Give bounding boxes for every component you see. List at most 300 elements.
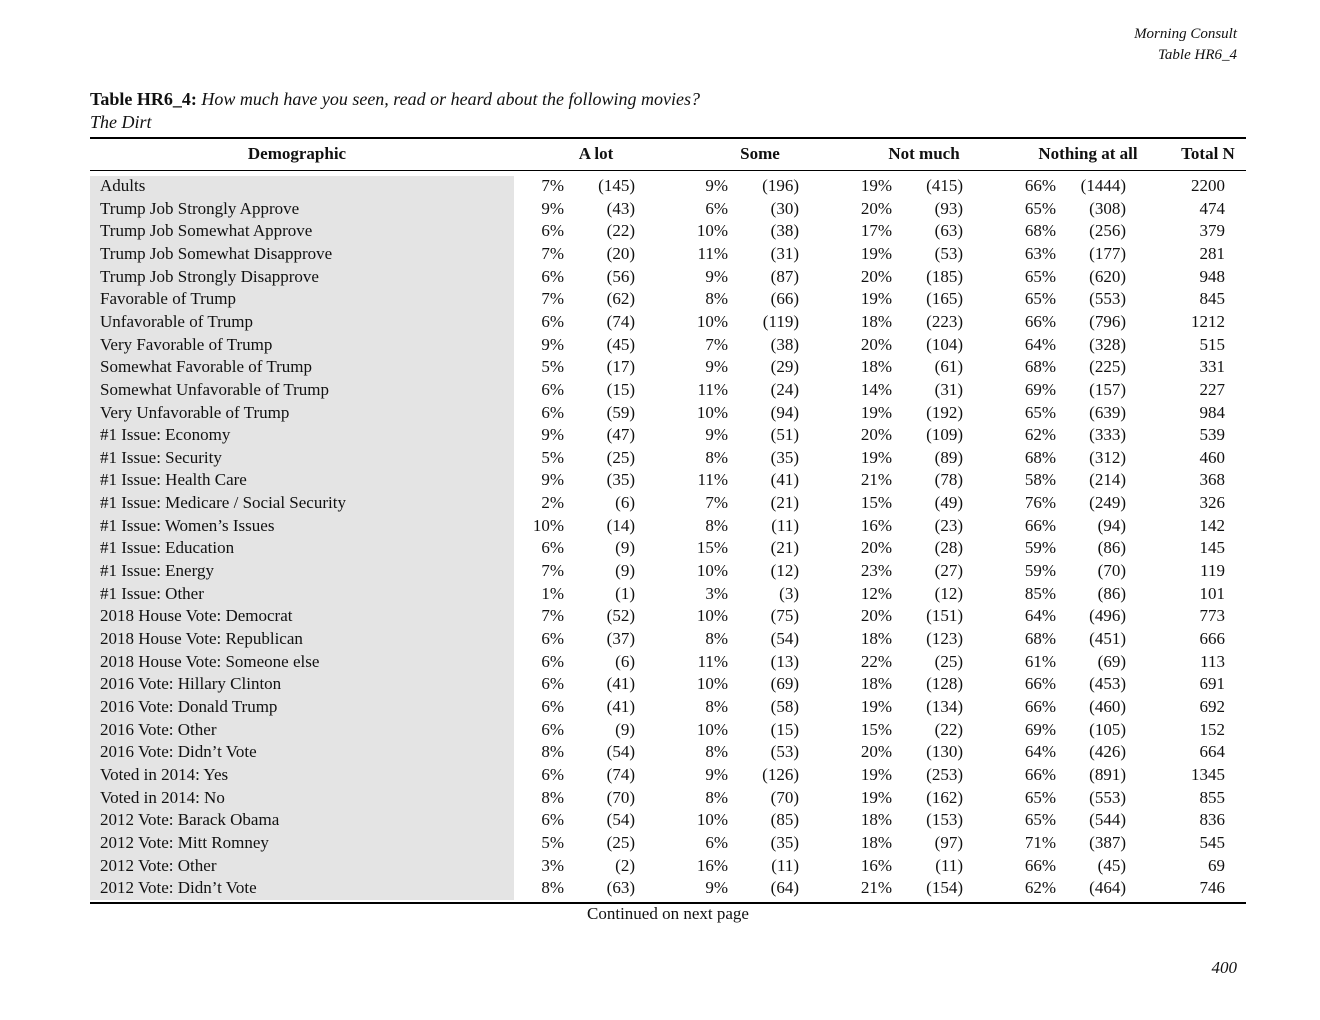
cell-some-pct: 10% xyxy=(696,561,728,581)
row-label: 2012 Vote: Didn’t Vote xyxy=(100,878,257,898)
cell-some-n: (87) xyxy=(770,266,799,286)
cell-nothing-pct: 59% xyxy=(1024,561,1056,581)
cell-not-much-n: (123) xyxy=(926,629,963,648)
cell-not-much-pct: 20% xyxy=(860,334,892,354)
cell-not-much-n: (22) xyxy=(934,719,963,739)
cell-a-lot-pct: 6% xyxy=(541,810,564,830)
cell-a-lot-pct: 8% xyxy=(541,787,564,807)
cell-nothing-n: (69) xyxy=(1097,651,1126,671)
cell-nothing-pct: 63% xyxy=(1024,243,1056,263)
cell-a-lot-pct: 6% xyxy=(541,311,564,331)
cell-total-n: 545 xyxy=(1199,832,1225,852)
cell-some-pct: 10% xyxy=(696,311,728,331)
cell-nothing-pct: 68% xyxy=(1024,221,1056,241)
cell-some-pct: 11% xyxy=(697,243,728,263)
cell-nothing-n: (177) xyxy=(1089,243,1126,263)
cell-some-n: (30) xyxy=(770,198,799,218)
table-row xyxy=(0,719,1320,742)
cell-total-n: 119 xyxy=(1200,561,1225,581)
cell-some-pct: 16% xyxy=(696,855,728,875)
cell-total-n: 145 xyxy=(1199,538,1225,558)
cell-nothing-pct: 65% xyxy=(1024,810,1056,830)
cell-some-pct: 11% xyxy=(697,651,728,671)
cell-not-much-n: (12) xyxy=(934,583,963,603)
cell-some-pct: 9% xyxy=(705,425,728,445)
cell-nothing-pct: 76% xyxy=(1024,493,1056,513)
cell-nothing-pct: 64% xyxy=(1024,334,1056,354)
cell-nothing-pct: 64% xyxy=(1024,742,1056,762)
cell-some-pct: 10% xyxy=(696,402,728,422)
cell-some-n: (41) xyxy=(770,470,799,490)
cell-total-n: 142 xyxy=(1199,515,1225,535)
table-row xyxy=(0,288,1320,311)
cell-not-much-pct: 19% xyxy=(860,787,892,807)
cell-some-pct: 10% xyxy=(696,719,728,739)
cell-a-lot-n: (70) xyxy=(606,787,635,807)
cell-some-n: (35) xyxy=(770,447,799,467)
cell-nothing-pct: 68% xyxy=(1024,357,1056,377)
cell-nothing-n: (105) xyxy=(1089,719,1126,739)
cell-nothing-pct: 65% xyxy=(1024,198,1056,218)
cell-a-lot-pct: 10% xyxy=(532,515,564,535)
col-header-nothing-at-all: Nothing at all xyxy=(1038,144,1138,163)
cell-not-much-n: (130) xyxy=(926,742,963,762)
cell-not-much-pct: 18% xyxy=(860,629,892,648)
cell-nothing-pct: 85% xyxy=(1024,583,1056,603)
cell-not-much-n: (192) xyxy=(926,402,963,422)
cell-not-much-n: (134) xyxy=(926,696,963,716)
table-title xyxy=(90,89,700,110)
cell-total-n: 836 xyxy=(1199,810,1225,830)
table-row xyxy=(0,243,1320,266)
cell-a-lot-n: (35) xyxy=(606,470,635,490)
cell-nothing-pct: 59% xyxy=(1024,538,1056,558)
row-label: Trump Job Strongly Approve xyxy=(100,198,300,218)
cell-nothing-n: (45) xyxy=(1097,855,1126,875)
cell-some-pct: 9% xyxy=(705,357,728,377)
row-label: #1 Issue: Education xyxy=(100,538,235,558)
row-label: 2012 Vote: Mitt Romney xyxy=(100,832,269,852)
table-row xyxy=(0,447,1320,470)
cell-nothing-n: (553) xyxy=(1089,787,1126,807)
cell-a-lot-pct: 6% xyxy=(541,719,564,739)
cell-total-n: 326 xyxy=(1199,493,1225,513)
cell-nothing-pct: 65% xyxy=(1024,402,1056,422)
cell-a-lot-n: (6) xyxy=(615,651,635,671)
cell-not-much-pct: 16% xyxy=(860,515,892,535)
cell-not-much-n: (53) xyxy=(934,243,963,263)
cell-nothing-n: (387) xyxy=(1089,832,1126,852)
cell-a-lot-n: (41) xyxy=(606,674,635,694)
cell-total-n: 368 xyxy=(1199,470,1225,490)
cell-some-n: (58) xyxy=(770,696,799,716)
row-label: 2016 Vote: Other xyxy=(100,719,217,739)
cell-a-lot-pct: 7% xyxy=(541,606,564,626)
cell-not-much-pct: 19% xyxy=(860,289,892,309)
cell-nothing-pct: 66% xyxy=(1024,764,1056,784)
cell-a-lot-pct: 6% xyxy=(541,764,564,784)
cell-total-n: 152 xyxy=(1199,719,1225,739)
table-row xyxy=(0,424,1320,447)
cell-a-lot-n: (47) xyxy=(606,425,635,445)
cell-not-much-n: (25) xyxy=(934,651,963,671)
cell-not-much-pct: 18% xyxy=(860,832,892,852)
cell-nothing-n: (214) xyxy=(1089,470,1126,490)
cell-a-lot-n: (9) xyxy=(615,538,635,558)
cell-a-lot-n: (56) xyxy=(606,266,635,286)
cell-a-lot-n: (15) xyxy=(606,379,635,399)
row-label: 2018 House Vote: Democrat xyxy=(100,606,293,626)
cell-not-much-n: (23) xyxy=(934,515,963,535)
cell-a-lot-pct: 6% xyxy=(541,379,564,399)
cell-a-lot-n: (2) xyxy=(615,855,635,875)
cell-some-pct: 10% xyxy=(696,674,728,694)
row-label: Trump Job Strongly Disapprove xyxy=(100,266,319,286)
cell-some-pct: 8% xyxy=(705,629,728,648)
table-row xyxy=(0,198,1320,221)
table-question: How much have you seen, read or heard about the following movies? xyxy=(201,89,700,109)
cell-some-pct: 8% xyxy=(705,447,728,467)
row-label: #1 Issue: Energy xyxy=(100,561,214,581)
cell-some-n: (126) xyxy=(762,764,799,784)
cell-not-much-pct: 19% xyxy=(860,764,892,784)
cell-not-much-pct: 19% xyxy=(860,402,892,422)
cell-not-much-n: (223) xyxy=(926,311,963,331)
row-label: 2018 House Vote: Republican xyxy=(100,629,303,648)
cell-not-much-n: (63) xyxy=(934,221,963,241)
table-row xyxy=(0,628,1320,651)
cell-some-n: (53) xyxy=(770,742,799,762)
table-row xyxy=(0,741,1320,764)
cell-nothing-n: (496) xyxy=(1089,606,1126,626)
cell-a-lot-pct: 7% xyxy=(541,176,564,195)
row-label: 2012 Vote: Other xyxy=(100,855,217,875)
row-label: Very Favorable of Trump xyxy=(100,334,273,354)
cell-nothing-pct: 68% xyxy=(1024,447,1056,467)
cell-not-much-pct: 21% xyxy=(860,878,892,898)
cell-not-much-pct: 23% xyxy=(860,561,892,581)
cell-some-pct: 7% xyxy=(705,493,728,513)
row-label: Trump Job Somewhat Approve xyxy=(100,221,313,241)
org-name: Morning Consult xyxy=(1134,26,1237,42)
cell-some-pct: 11% xyxy=(697,470,728,490)
cell-nothing-pct: 66% xyxy=(1024,855,1056,875)
cell-total-n: 515 xyxy=(1199,334,1225,354)
cell-some-n: (51) xyxy=(770,425,799,445)
cell-some-pct: 8% xyxy=(705,742,728,762)
row-label: Voted in 2014: Yes xyxy=(100,764,229,784)
cell-nothing-n: (620) xyxy=(1089,266,1126,286)
row-label: Somewhat Favorable of Trump xyxy=(100,357,313,377)
table-row xyxy=(0,220,1320,243)
row-label: #1 Issue: Medicare / Social Security xyxy=(100,493,346,513)
cell-total-n: 474 xyxy=(1199,198,1225,218)
cell-some-pct: 9% xyxy=(705,764,728,784)
cell-nothing-n: (94) xyxy=(1097,515,1126,535)
table-row xyxy=(0,379,1320,402)
cell-total-n: 113 xyxy=(1200,651,1225,671)
cell-nothing-n: (86) xyxy=(1097,583,1126,603)
row-label: 2016 Vote: Donald Trump xyxy=(100,696,278,716)
cell-some-n: (38) xyxy=(770,334,799,354)
cell-not-much-n: (78) xyxy=(934,470,963,490)
cell-nothing-pct: 71% xyxy=(1024,832,1056,852)
cell-nothing-n: (553) xyxy=(1089,289,1126,309)
cell-total-n: 692 xyxy=(1199,696,1225,716)
cell-a-lot-n: (74) xyxy=(606,764,635,784)
cell-some-n: (21) xyxy=(770,493,799,513)
cell-nothing-n: (544) xyxy=(1089,810,1126,830)
cell-nothing-n: (464) xyxy=(1089,878,1126,898)
cell-nothing-pct: 69% xyxy=(1024,379,1056,399)
table-row xyxy=(0,832,1320,855)
cell-a-lot-pct: 8% xyxy=(541,878,564,898)
cell-some-n: (11) xyxy=(771,855,799,875)
cell-a-lot-pct: 6% xyxy=(541,674,564,694)
cell-a-lot-pct: 6% xyxy=(541,266,564,286)
table-row xyxy=(0,311,1320,334)
cell-not-much-pct: 15% xyxy=(860,493,892,513)
cell-nothing-pct: 66% xyxy=(1024,674,1056,694)
cell-nothing-pct: 62% xyxy=(1024,878,1056,898)
row-label: Somewhat Unfavorable of Trump xyxy=(100,379,330,399)
header-rule xyxy=(90,170,1246,171)
cell-a-lot-n: (25) xyxy=(606,447,635,467)
cell-a-lot-n: (63) xyxy=(606,878,635,898)
cell-total-n: 666 xyxy=(1199,629,1225,648)
cell-a-lot-n: (9) xyxy=(615,561,635,581)
cell-total-n: 773 xyxy=(1199,606,1225,626)
cell-a-lot-n: (145) xyxy=(598,176,635,195)
cell-not-much-n: (153) xyxy=(926,810,963,830)
cell-not-much-pct: 20% xyxy=(860,606,892,626)
cell-a-lot-n: (9) xyxy=(615,719,635,739)
cell-nothing-n: (891) xyxy=(1089,764,1126,784)
cell-not-much-n: (28) xyxy=(934,538,963,558)
cell-not-much-pct: 18% xyxy=(860,810,892,830)
cell-some-n: (119) xyxy=(762,311,799,331)
cell-total-n: 2200 xyxy=(1191,176,1225,195)
row-label: Unfavorable of Trump xyxy=(100,311,253,331)
row-label: #1 Issue: Health Care xyxy=(100,470,247,490)
row-label: #1 Issue: Women’s Issues xyxy=(100,515,275,535)
cell-nothing-pct: 66% xyxy=(1024,311,1056,331)
cell-nothing-pct: 68% xyxy=(1024,629,1056,648)
row-label: 2016 Vote: Didn’t Vote xyxy=(100,742,257,762)
cell-nothing-n: (1444) xyxy=(1080,176,1126,195)
cell-not-much-pct: 12% xyxy=(860,583,892,603)
cell-total-n: 1345 xyxy=(1191,764,1225,784)
cell-not-much-n: (185) xyxy=(926,266,963,286)
cell-not-much-pct: 17% xyxy=(860,221,892,241)
cell-some-pct: 6% xyxy=(705,832,728,852)
cell-not-much-n: (89) xyxy=(934,447,963,467)
cell-some-n: (38) xyxy=(770,221,799,241)
cell-nothing-pct: 65% xyxy=(1024,289,1056,309)
cell-some-pct: 10% xyxy=(696,221,728,241)
cell-total-n: 948 xyxy=(1199,266,1225,286)
cell-not-much-pct: 22% xyxy=(860,651,892,671)
cell-nothing-n: (453) xyxy=(1089,674,1126,694)
cell-a-lot-pct: 2% xyxy=(541,493,564,513)
row-label: 2016 Vote: Hillary Clinton xyxy=(100,674,282,694)
cell-total-n: 1212 xyxy=(1191,311,1225,331)
cell-a-lot-pct: 5% xyxy=(541,447,564,467)
cell-total-n: 101 xyxy=(1199,583,1225,603)
cell-not-much-n: (162) xyxy=(926,787,963,807)
cell-some-pct: 15% xyxy=(696,538,728,558)
cell-a-lot-pct: 6% xyxy=(541,629,564,648)
cell-nothing-n: (426) xyxy=(1089,742,1126,762)
col-header-not-much: Not much xyxy=(888,144,960,163)
cell-nothing-n: (225) xyxy=(1089,357,1126,377)
table-row xyxy=(0,877,1320,900)
cell-not-much-n: (165) xyxy=(926,289,963,309)
cell-nothing-n: (328) xyxy=(1089,334,1126,354)
row-label: 2018 House Vote: Someone else xyxy=(100,651,320,671)
cell-nothing-n: (70) xyxy=(1097,561,1126,581)
row-label: Very Unfavorable of Trump xyxy=(100,402,290,422)
col-header-some: Some xyxy=(740,144,780,163)
cell-a-lot-n: (1) xyxy=(615,583,635,603)
cell-a-lot-n: (20) xyxy=(606,243,635,263)
cell-nothing-pct: 62% xyxy=(1024,425,1056,445)
cell-a-lot-n: (25) xyxy=(606,832,635,852)
cell-not-much-n: (154) xyxy=(926,878,963,898)
cell-some-pct: 8% xyxy=(705,515,728,535)
cell-total-n: 460 xyxy=(1199,447,1225,467)
cell-nothing-pct: 64% xyxy=(1024,606,1056,626)
row-label: #1 Issue: Security xyxy=(100,447,222,467)
cell-nothing-n: (86) xyxy=(1097,538,1126,558)
cell-some-n: (29) xyxy=(770,357,799,377)
row-label: Voted in 2014: No xyxy=(100,787,225,807)
cell-some-n: (13) xyxy=(770,651,799,671)
cell-not-much-n: (11) xyxy=(935,855,963,875)
table-row xyxy=(0,787,1320,810)
table-row xyxy=(0,809,1320,832)
cell-total-n: 281 xyxy=(1199,243,1225,263)
col-header-total-n: Total N xyxy=(1181,144,1235,163)
cell-a-lot-pct: 5% xyxy=(541,832,564,852)
cell-some-n: (94) xyxy=(770,402,799,422)
cell-not-much-pct: 15% xyxy=(860,719,892,739)
cell-a-lot-pct: 6% xyxy=(541,651,564,671)
table-row xyxy=(0,175,1320,198)
cell-a-lot-n: (74) xyxy=(606,311,635,331)
cell-a-lot-pct: 8% xyxy=(541,742,564,762)
cell-a-lot-pct: 9% xyxy=(541,470,564,490)
table-row xyxy=(0,266,1320,289)
cell-nothing-n: (312) xyxy=(1089,447,1126,467)
cell-some-pct: 9% xyxy=(705,878,728,898)
cell-total-n: 855 xyxy=(1199,787,1225,807)
top-rule xyxy=(90,137,1246,139)
cell-nothing-n: (157) xyxy=(1089,379,1126,399)
cell-some-pct: 7% xyxy=(705,334,728,354)
cell-some-pct: 6% xyxy=(705,198,728,218)
cell-some-pct: 3% xyxy=(705,583,728,603)
page-number: 400 xyxy=(1211,958,1237,977)
cell-some-n: (54) xyxy=(770,629,799,648)
cell-some-n: (3) xyxy=(779,583,799,603)
row-label: Trump Job Somewhat Disapprove xyxy=(100,243,333,263)
cell-total-n: 984 xyxy=(1199,402,1225,422)
cell-not-much-n: (151) xyxy=(926,606,963,626)
cell-some-pct: 9% xyxy=(705,176,728,195)
cell-total-n: 691 xyxy=(1199,674,1225,694)
cell-some-n: (66) xyxy=(770,289,799,309)
cell-nothing-n: (249) xyxy=(1089,493,1126,513)
cell-not-much-n: (93) xyxy=(934,198,963,218)
cell-nothing-n: (460) xyxy=(1089,696,1126,716)
cell-a-lot-pct: 7% xyxy=(541,561,564,581)
cell-some-n: (69) xyxy=(770,674,799,694)
cell-not-much-n: (253) xyxy=(926,764,963,784)
cell-nothing-pct: 65% xyxy=(1024,787,1056,807)
row-label: Favorable of Trump xyxy=(100,289,236,309)
cell-a-lot-n: (52) xyxy=(606,606,635,626)
table-row xyxy=(0,560,1320,583)
cell-a-lot-n: (41) xyxy=(606,696,635,716)
cell-a-lot-n: (43) xyxy=(606,198,635,218)
cell-a-lot-n: (62) xyxy=(606,289,635,309)
cell-a-lot-n: (17) xyxy=(606,357,635,377)
continued-note: Continued on next page xyxy=(587,904,749,923)
cell-some-pct: 10% xyxy=(696,810,728,830)
cell-a-lot-pct: 7% xyxy=(541,289,564,309)
cell-some-pct: 11% xyxy=(697,379,728,399)
row-label: Adults xyxy=(100,176,146,195)
row-label: #1 Issue: Economy xyxy=(100,425,231,445)
cell-not-much-n: (49) xyxy=(934,493,963,513)
cell-a-lot-pct: 6% xyxy=(541,538,564,558)
cell-nothing-n: (333) xyxy=(1089,425,1126,445)
cell-total-n: 331 xyxy=(1199,357,1225,377)
cell-some-pct: 8% xyxy=(705,787,728,807)
cell-a-lot-n: (14) xyxy=(606,515,635,535)
table-row xyxy=(0,356,1320,379)
table-row xyxy=(0,515,1320,538)
cell-some-n: (85) xyxy=(770,810,799,830)
cell-a-lot-n: (37) xyxy=(606,629,635,648)
cell-not-much-pct: 20% xyxy=(860,266,892,286)
cell-a-lot-pct: 9% xyxy=(541,425,564,445)
cell-some-n: (31) xyxy=(770,243,799,263)
cell-nothing-pct: 66% xyxy=(1024,176,1056,195)
cell-not-much-n: (104) xyxy=(926,334,963,354)
cell-total-n: 379 xyxy=(1199,221,1225,241)
cell-nothing-pct: 58% xyxy=(1024,470,1056,490)
cell-a-lot-n: (59) xyxy=(606,402,635,422)
table-row xyxy=(0,764,1320,787)
table-title-label: Table HR6_4: xyxy=(90,89,197,109)
cell-not-much-n: (31) xyxy=(934,379,963,399)
cell-a-lot-n: (45) xyxy=(606,334,635,354)
cell-some-n: (70) xyxy=(770,787,799,807)
cell-not-much-n: (61) xyxy=(934,357,963,377)
cell-a-lot-n: (54) xyxy=(606,742,635,762)
cell-some-n: (11) xyxy=(771,515,799,535)
cell-some-n: (15) xyxy=(770,719,799,739)
table-row xyxy=(0,537,1320,560)
cell-a-lot-n: (6) xyxy=(615,493,635,513)
cell-total-n: 539 xyxy=(1199,425,1225,445)
cell-total-n: 69 xyxy=(1208,855,1225,875)
cell-not-much-pct: 16% xyxy=(860,855,892,875)
table-subtitle: The Dirt xyxy=(90,112,152,132)
cell-not-much-pct: 14% xyxy=(860,379,892,399)
